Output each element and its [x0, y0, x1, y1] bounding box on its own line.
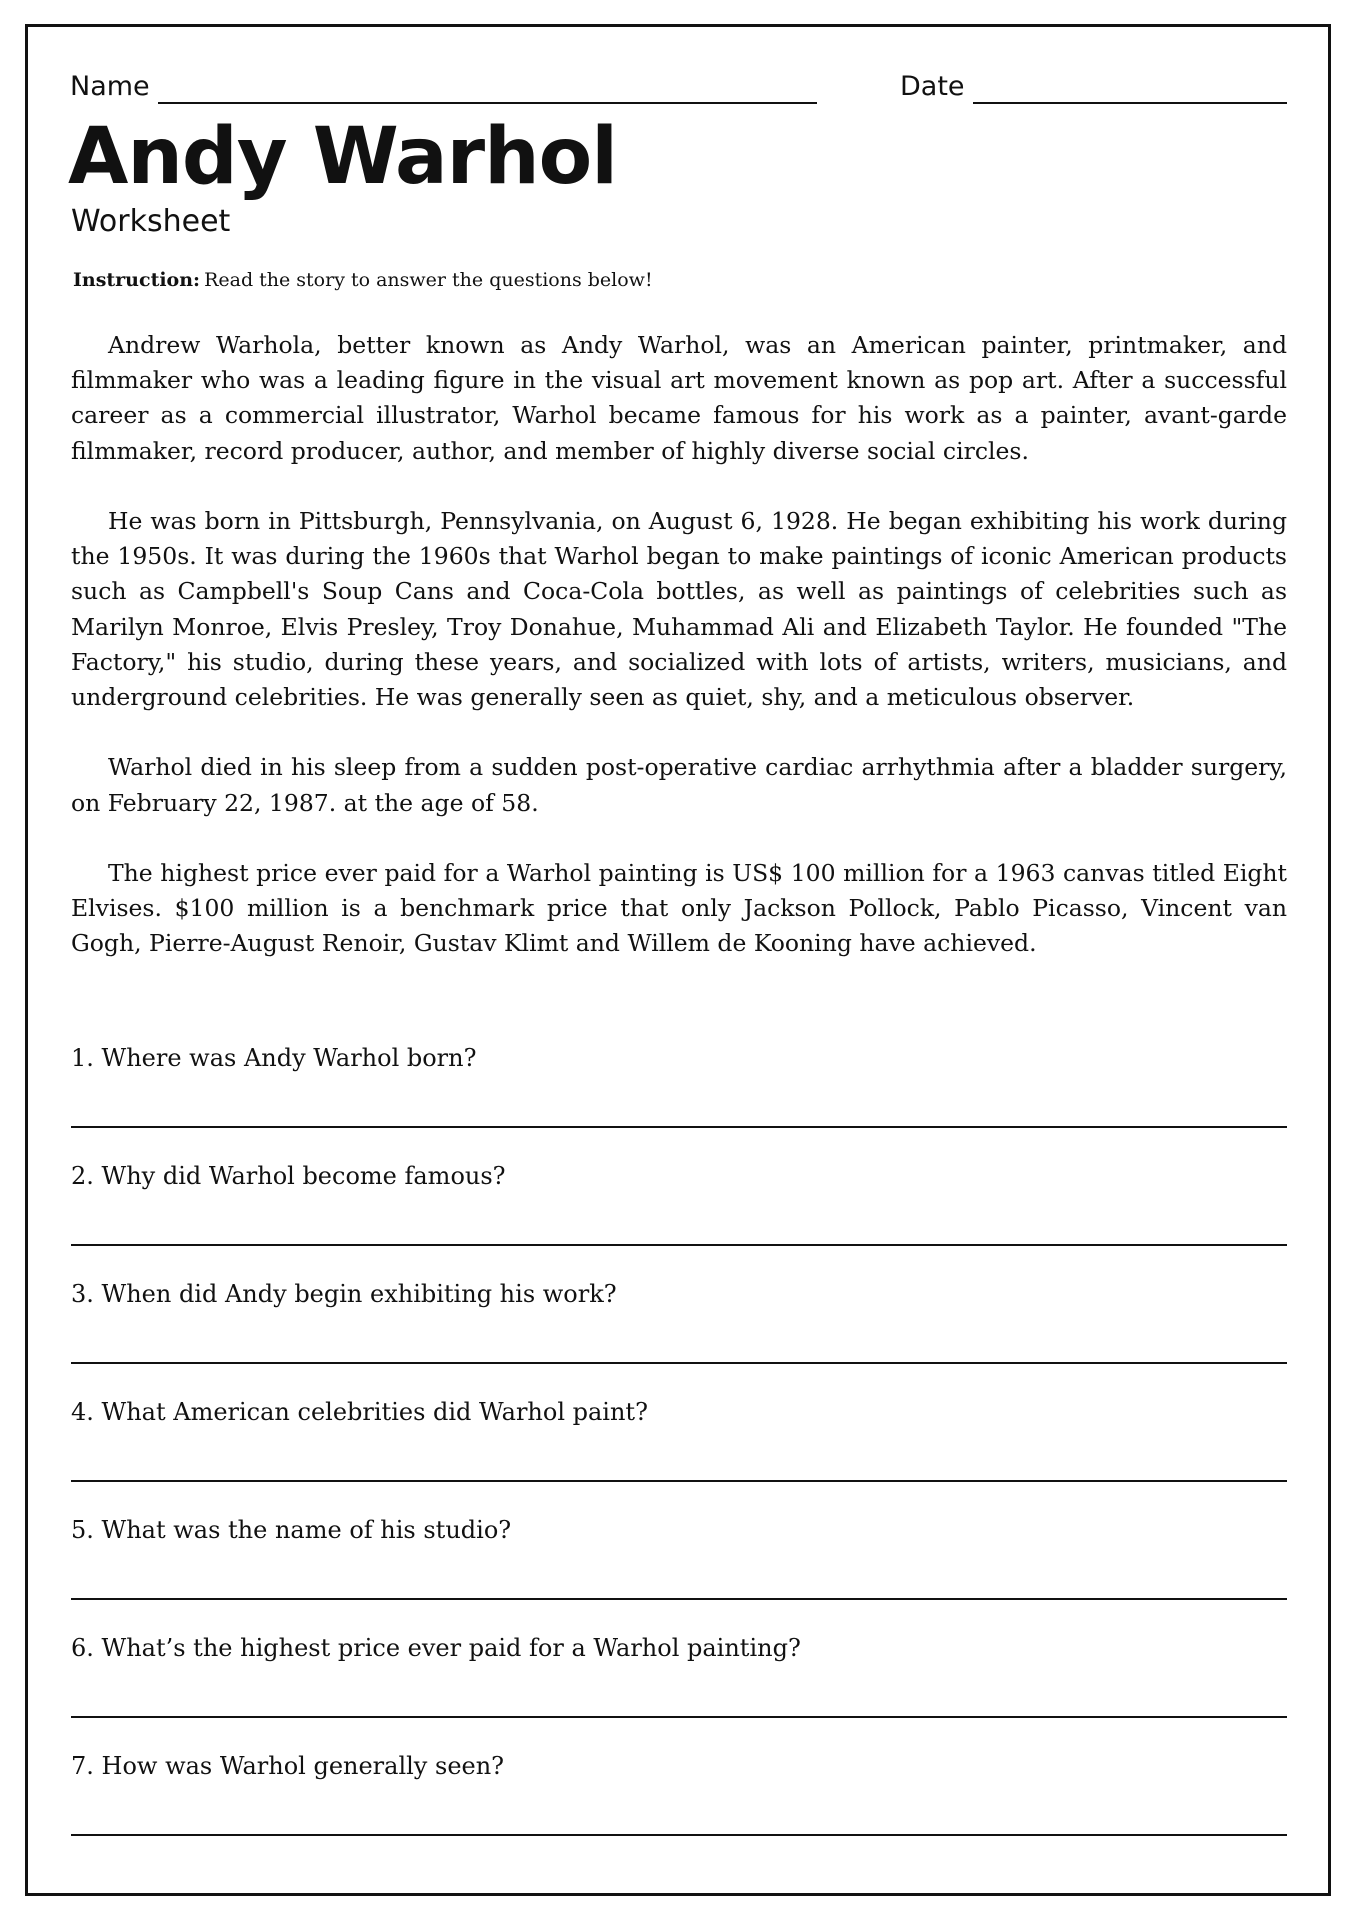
- story-paragraph: He was born in Pittsburgh, Pennsylvania, on August 6, 1928. He began exhibiting his work during the 1950s. It was during the 1960s that Warhol began to make paintings of iconic American products such as Campbell's Soup Cans and Coca-Cola bottles, as well as paintings of celebrities such as Marilyn Monroe, Elvis Presley, Troy Donahue, Muhammad Ali and Elizabeth Taylor. He founded "The Factory," his studio, during these years, and socialized with lots of artists, writers, musicians, and underground celebrities. He was generally seen as quiet, shy, and a meticulous observer.: [71, 507, 1287, 712]
- answer-line[interactable]: [71, 1244, 1287, 1246]
- question-text: 6. What’s the highest price ever paid for a Warhol painting?: [71, 1634, 801, 1662]
- date-label: Date: [900, 71, 965, 102]
- instruction: [73, 271, 653, 290]
- name-field[interactable]: [70, 64, 817, 104]
- question-text: 2. Why did Warhol become famous?: [71, 1162, 506, 1190]
- instruction-text: Read the story to answer the questions below!: [204, 269, 653, 291]
- question-item: [71, 1510, 1287, 1628]
- header-fields: [70, 64, 1287, 104]
- answer-line[interactable]: [71, 1598, 1287, 1600]
- question-text: 4. What American celebrities did Warhol paint?: [71, 1398, 648, 1426]
- page-subtitle: Worksheet: [71, 204, 231, 239]
- question-list: [71, 1038, 1287, 1864]
- name-input-line[interactable]: [158, 62, 817, 104]
- story: [71, 328, 1287, 997]
- page-title: Andy Warhol: [68, 112, 617, 202]
- answer-line[interactable]: [71, 1480, 1287, 1482]
- story-paragraph: Andrew Warhola, better known as Andy Warhol, was an American painter, printmaker, and filmmaker who was a leading figure in the visual art movement known as pop art. After a successful career as a commercial illustrator, Warhol became famous for his work as a painter, avant-garde filmmaker, record producer, author, and member of highly diverse social circles.: [71, 331, 1287, 465]
- answer-line[interactable]: [71, 1126, 1287, 1128]
- answer-line[interactable]: [71, 1716, 1287, 1718]
- story-paragraph: Warhol died in his sleep from a sudden post-operative cardiac arrhythmia after a bladder surgery, on February 22, 1987. at the age of 58.: [71, 753, 1287, 817]
- question-item: [71, 1628, 1287, 1746]
- question-item: [71, 1274, 1287, 1392]
- question-text: 5. What was the name of his studio?: [71, 1516, 512, 1544]
- question-item: [71, 1038, 1287, 1156]
- question-text: 7. How was Warhol generally seen?: [71, 1752, 505, 1780]
- question-text: 1. Where was Andy Warhol born?: [71, 1044, 477, 1072]
- question-item: [71, 1392, 1287, 1510]
- story-paragraph: The highest price ever paid for a Warhol painting is US$ 100 million for a 1963 canvas titled Eight Elvises. $100 million is a benchmark price that only Jackson Pollock, Pablo Picasso, Vincent van Gogh, Pierre-August Renoir, Gustav Klimt and Willem de Kooning have achieved.: [71, 859, 1287, 958]
- instruction-label: Instruction:: [73, 269, 201, 291]
- question-item: [71, 1156, 1287, 1274]
- name-label: Name: [70, 71, 150, 102]
- answer-line[interactable]: [71, 1362, 1287, 1364]
- question-text: 3. When did Andy begin exhibiting his work?: [71, 1280, 617, 1308]
- answer-line[interactable]: [71, 1834, 1287, 1836]
- date-input-line[interactable]: [973, 62, 1287, 104]
- date-field[interactable]: [900, 64, 1287, 104]
- question-item: [71, 1746, 1287, 1864]
